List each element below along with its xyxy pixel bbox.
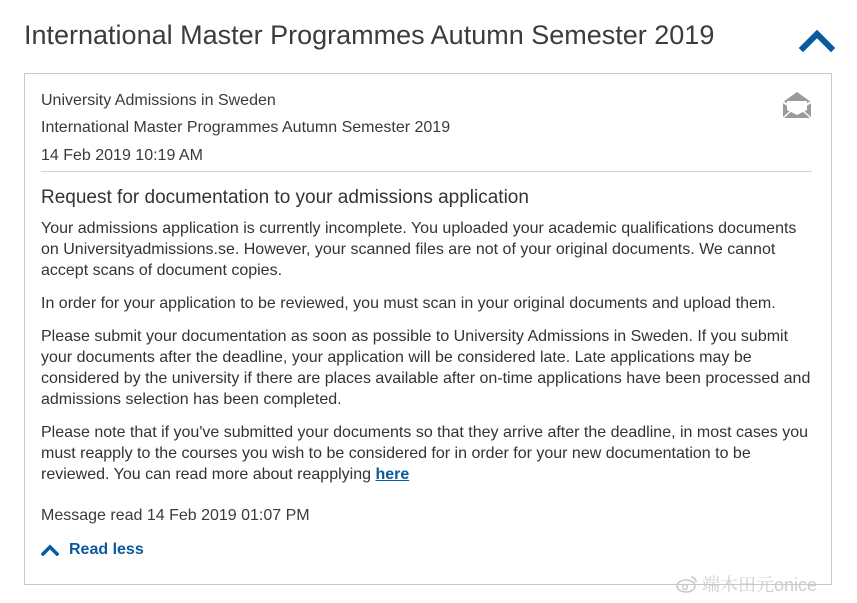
message-body	[41, 218, 816, 497]
body-paragraph-text: Please note that if you've submitted your documents so that they arrive after the deadline, in most cases you must reapply to the courses you wish to be considered for in order for your new documentation to be reviewed. You can read more about reapplying	[41, 424, 809, 483]
read-status: Message read 14 Feb 2019 01:07 PM	[41, 507, 310, 524]
watermark-text: 端木田元onice	[702, 575, 818, 595]
collapse-button[interactable]	[798, 22, 836, 56]
message-heading: Request for documentation to your admissions application	[41, 187, 529, 208]
chevron-up-icon	[798, 22, 836, 56]
weibo-logo-icon	[676, 575, 698, 593]
body-paragraph-reapply	[41, 422, 816, 485]
read-less-button[interactable]	[41, 539, 144, 561]
watermark	[676, 571, 817, 597]
page-title: International Master Programmes Autumn Semester 2019	[24, 20, 715, 50]
read-less-label: Read less	[69, 541, 144, 558]
body-paragraph: Please submit your documentation as soon as possible to University Admissions in Sweden. If you submit your documents after the deadline, your application will be considered late. Late applications may be considered by the university if there are places available after on-time applications have been processed and admissions selection has been completed.	[41, 328, 811, 408]
message-sender: University Admissions in Sweden	[41, 92, 276, 109]
body-paragraph: In order for your application to be reviewed, you must scan in your original documents and upload them.	[41, 295, 776, 312]
body-paragraph: Your admissions application is currently incomplete. You uploaded your academic qualifications documents on Universityadmissions.se. However, your scanned files are not of your original documents. We cannot accept scans of document copies.	[41, 220, 797, 279]
envelope-open-icon	[781, 90, 813, 120]
chevron-up-icon	[41, 544, 59, 556]
message-subject: International Master Programmes Autumn Semester 2019	[41, 119, 451, 136]
header-divider	[41, 171, 812, 172]
message-date: 14 Feb 2019 10:19 AM	[41, 147, 203, 164]
reapply-link[interactable]: here	[375, 466, 410, 483]
message-card	[24, 73, 832, 585]
